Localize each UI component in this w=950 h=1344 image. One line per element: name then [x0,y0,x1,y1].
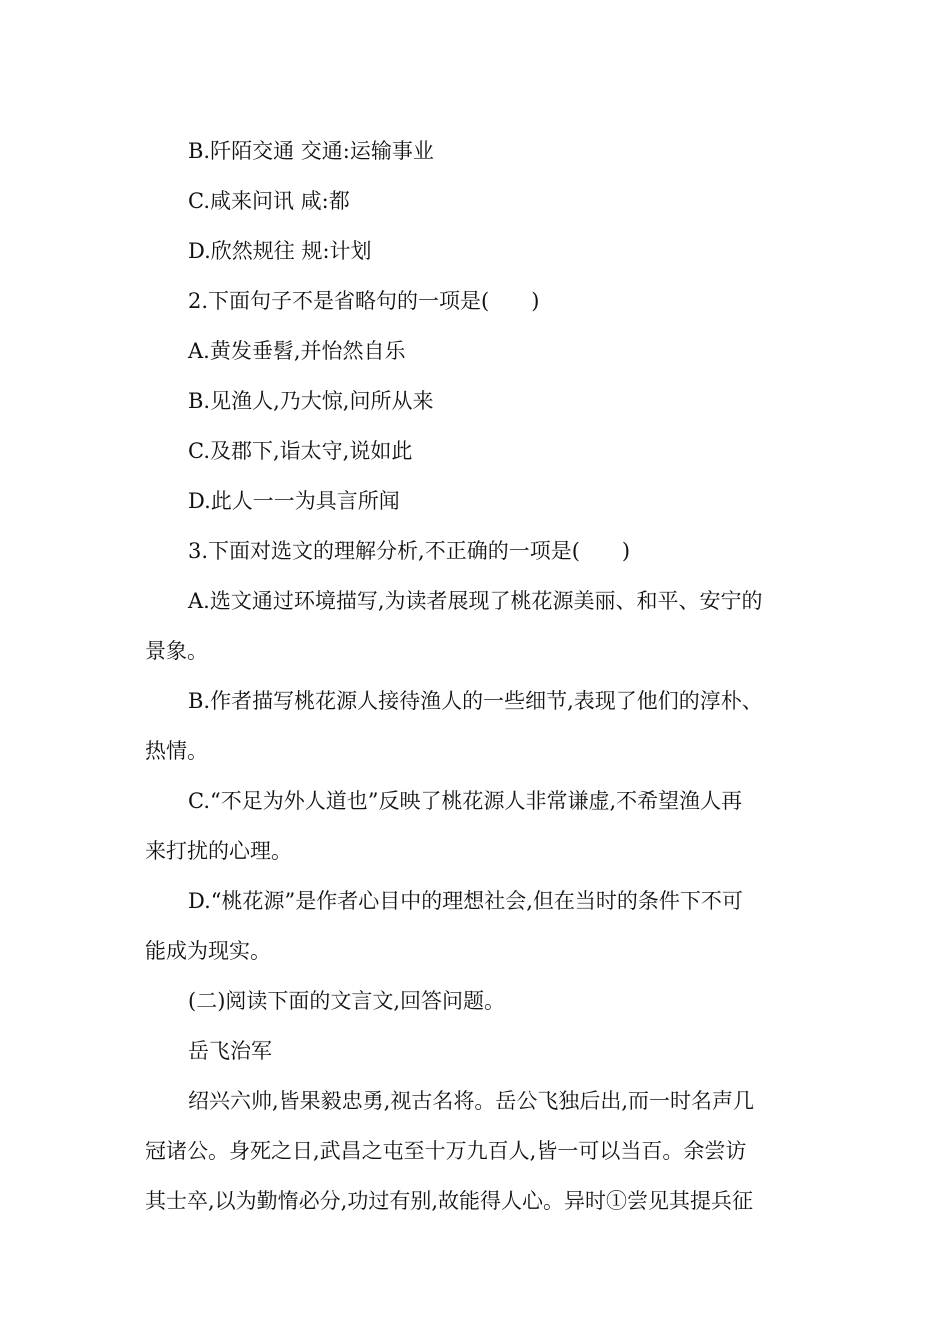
option-b-jiaotong: B.阡陌交通 交通:运输事业 [188,139,434,163]
option-d-gui: D.欣然规往 规:计划 [188,239,372,263]
q2-option-a: A.黄发垂髫,并怡然自乐 [188,339,406,363]
section-two-heading: (二)阅读下面的文言文,回答问题。 [188,989,506,1013]
q3-option-a-cont: 景象。 [145,639,208,663]
q2-option-c: C.及郡下,诣太守,说如此 [188,439,413,463]
question-3: 3.下面对选文的理解分析,不正确的一项是( ) [188,539,631,563]
q3-option-d: D.“桃花源”是作者心目中的理想社会,但在当时的条件下不可 [188,889,743,913]
passage-title: 岳飞治军 [188,1039,272,1063]
q3-option-b-cont: 热情。 [145,739,208,763]
q3-option-a: A.选文通过环境描写,为读者展现了桃花源美丽、和平、安宁的 [188,589,763,613]
passage-line-1: 绍兴六帅,皆果毅忠勇,视古名将。岳公飞独后出,而一时名声几 [188,1089,755,1113]
q3-option-c: C.“不足为外人道也”反映了桃花源人非常谦虚,不希望渔人再 [188,789,743,813]
q3-option-c-cont: 来打扰的心理。 [145,839,292,863]
passage-line-2: 冠诸公。身死之日,武昌之屯至十万九百人,皆一可以当百。余尝访 [145,1139,747,1163]
q3-option-b: B.作者描写桃花源人接待渔人的一些细节,表现了他们的淳朴、 [188,689,763,713]
q2-option-b: B.见渔人,乃大惊,问所从来 [188,389,434,413]
question-2: 2.下面句子不是省略句的一项是( ) [188,289,540,313]
q2-option-d: D.此人一一为具言所闻 [188,489,400,513]
q3-option-d-cont: 能成为现实。 [145,939,271,963]
passage-line-3: 其士卒,以为勤惰必分,功过有别,故能得人心。异时①尝见其提兵征 [145,1189,754,1213]
option-c-xian: C.咸来问讯 咸:都 [188,189,350,213]
